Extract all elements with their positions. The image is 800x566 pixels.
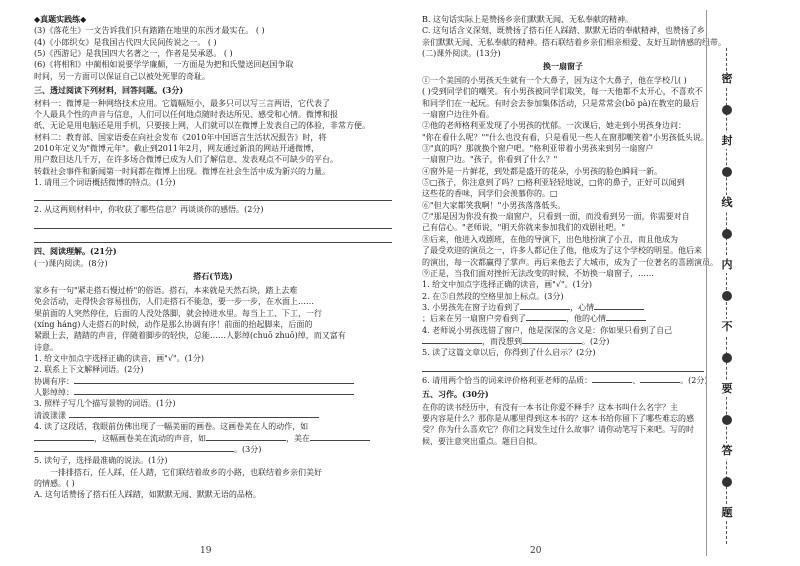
subsection-extra: (二)课外阅读。(13分) [422, 49, 501, 59]
reading-q3: 3. 照样子写几个描写景物的词语。(1分) [34, 399, 176, 409]
reading-q2a: 协调有序： [34, 376, 392, 387]
story-title: 换一扇窗子 [543, 61, 583, 72]
section-4-heading: 四、阅读理解。(21分) [34, 245, 117, 256]
material-2-line: 2010年定义为"微博元年"。截止到2011年2月，网友通过新浪的网站开通微博， [34, 143, 320, 153]
page-number: 20 [530, 546, 542, 557]
reading-q4: 4. 读了这段话，我眼前仿佛出现了一幅美丽的画卷。这画卷美在人的动作，如 [34, 422, 309, 432]
story-line: 和同学们在一起玩。有时会去参加集体活动，只是常常会(bō pà)在教室的最后 [422, 98, 699, 108]
material-1-line: 纸、无论是用电脑还是用手机，只要接上网，人们就可以在微博上发表自己的体验，非常方便。 [34, 121, 370, 131]
reading-q4b: ，这幅画卷美在流动的声音，如 ，美在 [34, 433, 392, 444]
story-line: ( )受到同学们的嘲笑。有小男孩被同学们取笑，每一天他都不太开心，不喜欢不 [422, 87, 703, 97]
material-2-line: 转载社会事件和新闻第一时间都在微博上出现。微博在社会生活中成为新兴的力量。 [34, 166, 330, 176]
story-q3: 3. 小男孩先在窗子边看到了 ，心情 [422, 302, 704, 313]
binding-dot [722, 105, 732, 115]
story-line: ⑧后来，他进入戏剧班，在他的导演下，出色地扮演了小丑，而且他成为 [422, 234, 678, 244]
material-2-line: 用户数目达几千万，在许多场合微博已成为人们了解信息、发表观点不可缺少的平台。 [34, 155, 338, 165]
section-5-heading: 五、习作。(30分) [422, 389, 489, 400]
reading-q4d: 。(3分) [34, 444, 392, 455]
binding-char: 要 [718, 381, 736, 397]
essay-line: 要内容是什么？那你是从哪里得到这本书的？这本书给你留下了哪些难忘的感 [422, 413, 694, 423]
binding-dot [722, 415, 732, 425]
question-2: 2. 从这两则材料中，你收获了哪些信息？再谈谈你的感悟。(2分) [34, 205, 264, 215]
section-3-heading: 三、透过阅读下列材料，回答问题。(3分) [34, 85, 184, 96]
answer-line[interactable] [34, 232, 392, 243]
true-false-line: (4)《小郎织女》是我国古代四大民间传说之一。 ( ) [34, 37, 217, 47]
true-false-line: (5)《西游记》是我国四大名著之一，作者是吴承恩。 ( ) [34, 49, 233, 59]
passage-line: (xíng háng)人走搭石的时候，动作是那么协调有序！前面的抬起脚来，后面的 [34, 319, 313, 329]
reading-q1: 1. 给文中加点字选择正确的读音，画"√"。(1分) [34, 353, 204, 363]
story-line: ⑦"那是因为你没有换一扇窗户，只看到一面，而没看到另一面，你需要对自 [422, 212, 690, 222]
story-line: ⑤□孩子，你注意到了吗？□格利亚轻轻地说，□你的鼻子，正好可以闻到 [422, 178, 685, 188]
material-1-line: 材料一：微博是一种网络技术应用。它篇幅短小，最多只可以写三言两语，它代表了 [34, 98, 330, 108]
reading-q5-quote: 一排排搭石，任人踩，任人踏，它们联结着故乡的小路，也联结着乡亲们美好 [50, 467, 322, 477]
essay-prompt [422, 402, 704, 447]
story-line: 一扇窗户边往外看。 [422, 109, 494, 119]
story-line: ①一个美国的小男孩天生就有一个大鼻子，因为这个大鼻子，他在学校几( ) [422, 75, 687, 85]
binding-char: 题 [718, 505, 736, 521]
true-false-line: 时间，另一方面可以保证自己以被处死罪的奇耻。 [34, 71, 210, 81]
binding-char: 密 [718, 71, 736, 87]
story-body [422, 75, 718, 279]
story-line: 己有信心。"老师说，"明天你就来参加我们的戏剧社吧。" [422, 223, 626, 233]
page-number: 19 [200, 546, 212, 557]
option-c: C. 这句话含义深刻，既赞扬了搭石任人踩踏、默默无语的奉献精神，也赞扬了乡 [422, 26, 705, 36]
option-b: B. 这句话实际上是赞扬乡亲们默默无闻、无私奉献的精神。 [422, 15, 633, 24]
question-1: 1. 请用三个词语概括微博的特点。(1分) [34, 178, 176, 188]
passage-line: 果前面的人突然停住，后面的人没处落脚，就会掉进水里。每当上工、下工，一行 [34, 308, 322, 318]
binding-char: 封 [718, 133, 736, 149]
answer-line[interactable] [422, 361, 704, 372]
passage-body [34, 285, 392, 353]
story-q1: 1. 给文中加点字选择正确的读音，画"√"。(1分) [422, 280, 592, 290]
story-line: 的演出，每一次都赢得了掌声。再后来他去了大城市，成为了一位著名的喜剧演员。 [422, 257, 718, 267]
story-line: 一扇窗户边。"孩子，你看到了什么？" [422, 155, 558, 165]
essay-line: 受？你为什么喜欢它？你们之间发生过什么故事？请你动笔写下来吧。写的时 [422, 425, 694, 435]
binding-char: 不 [718, 319, 736, 335]
reading-q2: 2. 联系上下文解释词语。(2分) [34, 365, 144, 375]
binding-char: 内 [718, 257, 736, 273]
binding-dot [722, 167, 732, 177]
binding-dot [722, 291, 732, 301]
story-line: ②他的老师格利亚发现了小男孩的忧郁。一次课后，她走到小男孩身边问： [422, 121, 686, 131]
material-2-line: 材料二：教育部、国家语委在向社会发布《2010年中国语言生活状况报告》时，将 [34, 132, 327, 142]
story-line: 了最受欢迎的演员之一，许多人都记住了他，他成为了这个学校的明星。他后来 [422, 246, 702, 256]
story-q4-cont: ，而没想到 。(2分) [422, 336, 704, 347]
passage-line: 紧跟上去，踏踏的声音，伴随着脚步的轻快，总能……人影绰(chuō zhuō)绰，而又富有 [34, 331, 346, 341]
binding-dot [722, 353, 732, 363]
essay-line: 在你的读书经历中，有没有一本书让你爱不释手？这本书叫什么名字？主 [422, 402, 678, 412]
binding-char: 线 [718, 195, 736, 211]
option-a: A. 这句话赞扬了搭石任人踩踏，如默默无闻、默默无语的品格。 [34, 490, 261, 500]
reading-q3a: 清波漾漾 [34, 410, 392, 421]
material-1-line: 个人最具个性的声音与信息，人们可以任何地点随时表达所见、感受和心情。微博和报 [34, 109, 338, 119]
binding-margin [712, 48, 742, 544]
passage-line: 诗意。 [34, 342, 58, 352]
section-header-tag: ◆真题实践练◆ [34, 14, 87, 24]
reading-q5: 5. 读句子，选择最准确的说法。(1分) [34, 456, 168, 466]
passage-title: 搭石(节选) [193, 271, 233, 282]
story-line: 这些花的香味，同学们会羡慕你的。□ [422, 189, 558, 199]
story-q5: 5. 读了这篇文章以后，你得到了什么启示？(2分) [422, 348, 596, 358]
answer-line[interactable] [34, 190, 392, 201]
story-line: ③"真的吗？那就换个窗户吧。"格利亚带着小男孩来到另一扇窗户 [422, 143, 654, 153]
binding-char: 答 [718, 443, 736, 459]
story-q2: 2. 在⑤自然段的空格里加上标点。(3分) [422, 291, 564, 301]
essay-line: 候，要注意突出重点。题目自拟。 [422, 436, 542, 446]
passage-line: 免会活动，走得快会容易扭伤，人们走搭石不能急，要一步一步，在水面上…… [34, 297, 314, 307]
story-q6: 6. 请用两个恰当的词来评价格利亚老师的品质： 、 。(2分) [422, 375, 708, 385]
answer-line[interactable] [34, 218, 392, 229]
story-q4: 4. 老师说小男孩选错了窗户，他是深深的含义是：你如果只看到了自己 [422, 325, 673, 335]
story-line: ④窗外是一片鲜花，到处都是盛开的花朵，小男孩的脸色瞬间一新。 [422, 166, 662, 176]
binding-rule [706, 10, 707, 556]
true-false-items [34, 25, 392, 82]
story-line: ⑥"但大家都笑我啊！"小男孩落落低头。 [422, 200, 566, 210]
material-2 [34, 132, 392, 177]
binding-dot [722, 477, 732, 487]
reading-q5-quote-end: 的情感。( ) [34, 478, 75, 488]
story-line: ⑨正是，当我们面对挫折无法改变的时候，不妨换一扇窗子，…… [422, 268, 654, 278]
option-c-cont: 亲们默默无闻、无私奉献的精神。搭石联结着乡亲们相亲相爱、友好互助情感的纽带。 [422, 37, 726, 47]
true-false-line: (6)《将相和》中蔺相如说要学学廉颇，一方面是为把和氏璧送回赵国争取 [34, 60, 294, 70]
passage-line: 家乡有一句"紧走搭石慢过桥"的俗语。搭石，本来就是天然石块，踏上去难 [34, 285, 298, 295]
binding-dot [722, 229, 732, 239]
story-q3-cont: ；后来在另一扇窗户旁看到了 ，他的心情 [422, 313, 704, 324]
material-1 [34, 98, 392, 132]
right-page [402, 0, 726, 566]
true-false-line: (3)《落花生》一文告诉我们只有踏踏在地里的东西才最实在。 ( ) [34, 26, 265, 36]
story-line: "你在看什么呢？""什么也没有看，只是看见一些人在窗那嘲笑着"小男孩低头说。 [422, 132, 709, 142]
reading-q2b: 人影绰绰： [34, 387, 392, 398]
subsection-in-class: (一)课内阅读。(8分) [34, 259, 108, 269]
